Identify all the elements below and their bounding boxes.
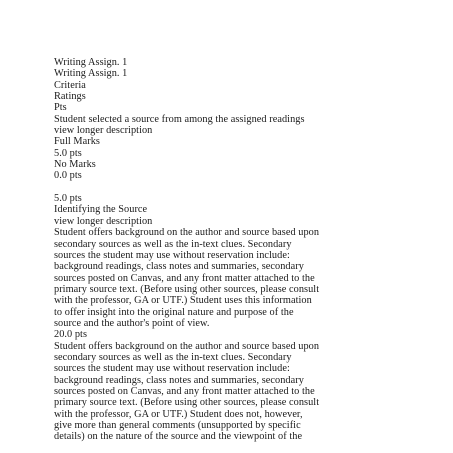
criterion-2-rating-1-pts: 20.0 pts xyxy=(54,329,88,341)
spacer xyxy=(54,182,449,193)
header-ratings: Ratings xyxy=(54,91,86,103)
doc-title-repeat: Writing Assign. 1 xyxy=(54,68,128,80)
criterion-1-full-marks-pts: 5.0 pts xyxy=(54,147,82,159)
criterion-2-rating-1-description: Student offers background on the author and source based upon secondary sources as well as the in-text clues. Secondary sources the student may use without reservation include: background readings, class notes and summaries, secondary sources posted on Canvas, and any front matter attached to the primary source text. (Before using other sources, please consult with the professor, GA or UTF.) Student uses this information to offer insight into the original nature and purpose of the source and the author's point of view. xyxy=(54,227,320,329)
criterion-2-view-link[interactable]: view longer description xyxy=(54,215,153,227)
criterion-1-no-marks-pts: 0.0 pts xyxy=(54,170,82,182)
header-criteria: Criteria xyxy=(54,79,86,91)
criterion-1-text: Student selected a source from among the assigned readings xyxy=(54,113,305,125)
criterion-1-full-marks-label: Full Marks xyxy=(54,136,100,148)
criterion-1-total-pts: 5.0 pts xyxy=(54,193,82,205)
criterion-2-title: Identifying the Source xyxy=(54,204,148,216)
document-body xyxy=(54,57,449,443)
header-pts: Pts xyxy=(54,102,67,114)
criterion-2-rating-2-description: Student offers background on the author and source based upon secondary sources as well as the in-text clues. Secondary sources the student may use without reservation include: background readings, class notes and summaries, secondary sources posted on Canvas, and any front matter attached to the primary source text. (Before using other sources, please consult with the professor, GA or UTF.) Student does not, however, give more than general comments (unsupported by specific details) on the nature of the source and the viewpoint of the xyxy=(54,340,320,443)
criterion-1-view-link[interactable]: view longer description xyxy=(54,125,153,137)
doc-title: Writing Assign. 1 xyxy=(54,57,128,68)
criterion-1-no-marks-label: No Marks xyxy=(54,159,96,171)
